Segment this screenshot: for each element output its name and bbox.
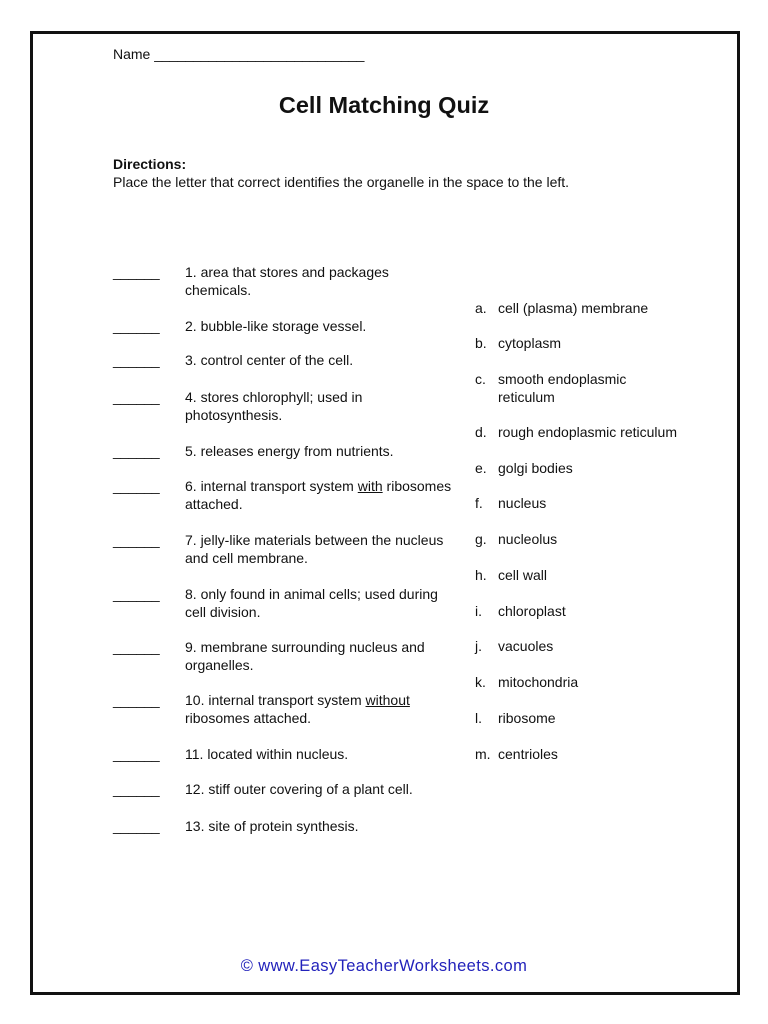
answer-text: smooth endoplasmic reticulum xyxy=(498,371,627,405)
question-text: 6. internal transport system xyxy=(185,478,358,494)
answer-letter: g. xyxy=(475,531,487,547)
question-text: 3. control center of the cell. xyxy=(185,352,354,368)
question-emphasis: without xyxy=(365,692,410,708)
answer-blank: ______ xyxy=(113,639,160,655)
answer-blank: ______ xyxy=(113,692,160,708)
question-text: 12. stiff outer covering of a plant cell. xyxy=(185,781,413,797)
answer-letter: k. xyxy=(475,674,486,690)
answer-blank: ______ xyxy=(113,389,160,405)
answer-text: cell (plasma) membrane xyxy=(498,300,649,316)
answer-letter: l. xyxy=(475,710,482,726)
answer-letter: h. xyxy=(475,567,487,583)
question-text-end: ribosomes attached. xyxy=(185,710,312,726)
answer-blank: ______ xyxy=(113,443,160,459)
question-text: 9. membrane surrounding nucleus and organelles. xyxy=(185,639,425,673)
answer-blank: ______ xyxy=(113,586,160,602)
page-title: Cell Matching Quiz xyxy=(278,92,490,118)
answer-blank: ______ xyxy=(113,352,160,368)
question-text: 13. site of protein synthesis. xyxy=(185,818,359,834)
answer-blank: ______ xyxy=(113,746,160,762)
answer-text: cytoplasm xyxy=(498,335,562,351)
answer-letter: i. xyxy=(475,603,482,619)
answer-text: vacuoles xyxy=(498,638,554,654)
answer-blank: ______ xyxy=(113,478,160,494)
answer-letter: b. xyxy=(475,335,487,351)
answer-blank: ______ xyxy=(113,781,160,797)
answer-letter: m. xyxy=(475,746,491,762)
answer-text: mitochondria xyxy=(498,674,579,690)
question-text: 7. jelly-like materials between the nucleus and cell membrane. xyxy=(185,532,444,566)
answer-text: nucleolus xyxy=(498,531,558,547)
question-text: 1. area that stores and packages chemicals. xyxy=(185,264,389,298)
answer-text: chloroplast xyxy=(498,603,566,619)
question-text: 10. internal transport system xyxy=(185,692,366,708)
answer-blank: ______ xyxy=(113,264,160,280)
directions-text: Place the letter that correct identifies the organelle in the space to the left. xyxy=(113,174,570,190)
answer-letter: c. xyxy=(475,371,486,387)
answer-text: cell wall xyxy=(498,567,548,583)
answer-text: rough endoplasmic reticulum xyxy=(498,424,677,440)
question-text: 8. only found in animal cells; used during cell division. xyxy=(185,586,438,620)
answer-text: nucleus xyxy=(498,495,547,511)
answer-text: golgi bodies xyxy=(498,460,573,476)
footer-credit: © www.EasyTeacherWorksheets.com xyxy=(240,957,528,975)
answer-letter: f. xyxy=(475,495,483,511)
name-field: Name ___________________________ xyxy=(113,46,365,62)
answer-text: centrioles xyxy=(498,746,558,762)
answer-blank: ______ xyxy=(113,532,160,548)
answer-letter: d. xyxy=(475,424,487,440)
question-text: 11. located within nucleus. xyxy=(185,746,349,762)
directions-label: Directions: xyxy=(113,156,187,172)
answer-blank: ______ xyxy=(113,818,160,834)
answer-letter: e. xyxy=(475,460,487,476)
question-text: 2. bubble-like storage vessel. xyxy=(185,318,367,334)
answer-blank: ______ xyxy=(113,318,160,334)
question-text-end: ribosomes attached. xyxy=(185,478,452,512)
answer-letter: j. xyxy=(475,638,482,654)
question-emphasis: with xyxy=(357,478,383,494)
answer-text: ribosome xyxy=(498,710,556,726)
question-text: 5. releases energy from nutrients. xyxy=(185,443,394,459)
question-text: 4. stores chlorophyll; used in photosynthesis. xyxy=(185,389,363,423)
answer-letter: a. xyxy=(475,300,487,316)
